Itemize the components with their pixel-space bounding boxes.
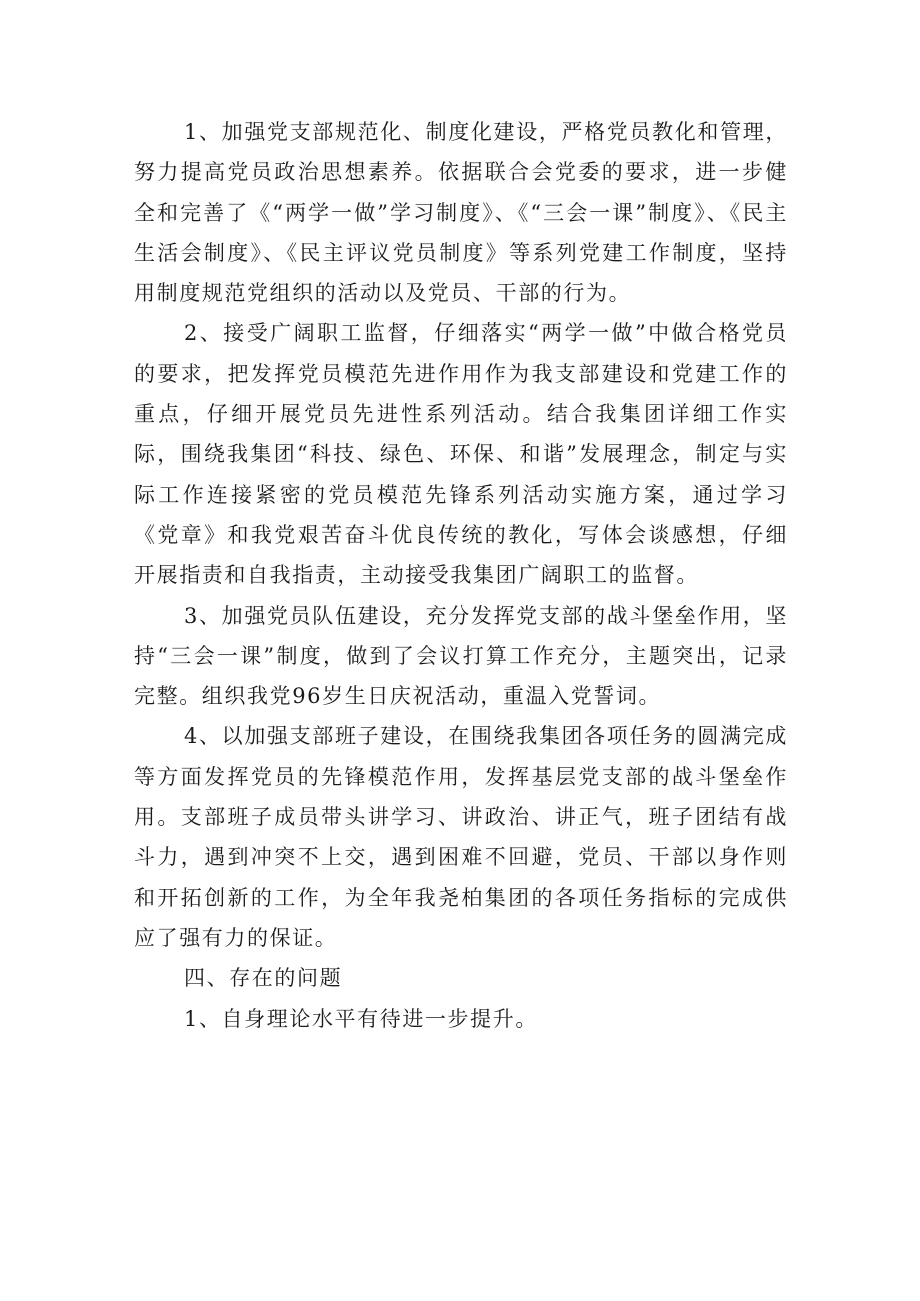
paragraph-4: 4、以加强支部班子建设，在围绕我集团各项任务的圆满完成等方面发挥党员的先锋模范作用，发挥基层党支部的战斗堡垒作用。支部班子成员带头讲学习、讲政治、讲正气，班子团结有战斗力，遇到冲突不上交，遇到困难不回避，党员、干部以身作则和开拓创新的工作，为全年我尧柏集团的各项任务指标的完成供应了强有力的保证。	[134, 724, 788, 950]
paragraph-3: 3、加强党员队伍建设，充分发挥党支部的战斗堡垒作用，坚持“三会一课”制度，做到了会议打算工作充分，主题突出，记录完整。组织我党96岁生日庆祝活动，重温入党誓词。	[134, 603, 788, 709]
paragraph-1: 1、加强党支部规范化、制度化建设，严格党员教化和管理，努力提高党员政治思想素养。依据联合会党委的要求，进一步健全和完善了《“两学一做”学习制度》、《“三会一课”制度》、《民主生活会制度》、《民主评议党员制度》等系列党建工作制度，坚持用制度规范党组织的活动以及党员、干部的行为。	[134, 120, 788, 306]
paragraph-2: 2、接受广阔职工监督，仔细落实“两学一做”中做合格党员的要求，把发挥党员模范先进作用作为我支部建设和党建工作的重点，仔细开展党员先进性系列活动。结合我集团详细工作实际，围绕我集团“科技、绿色、环保、和谐”发展理念，制定与实际工作连接紧密的党员模范先锋系列活动实施方案，通过学习《党章》和我党艰苦奋斗优良传统的教化，写体会谈感想，仔细开展指责和自我指责，主动接受我集团广阔职工的监督。	[134, 321, 788, 588]
issue-item-1: 1、自身理论水平有待进一步提升。	[184, 1006, 538, 1031]
section-heading-problems: 四、存在的问题	[184, 966, 343, 991]
document-body	[134, 112, 788, 1039]
